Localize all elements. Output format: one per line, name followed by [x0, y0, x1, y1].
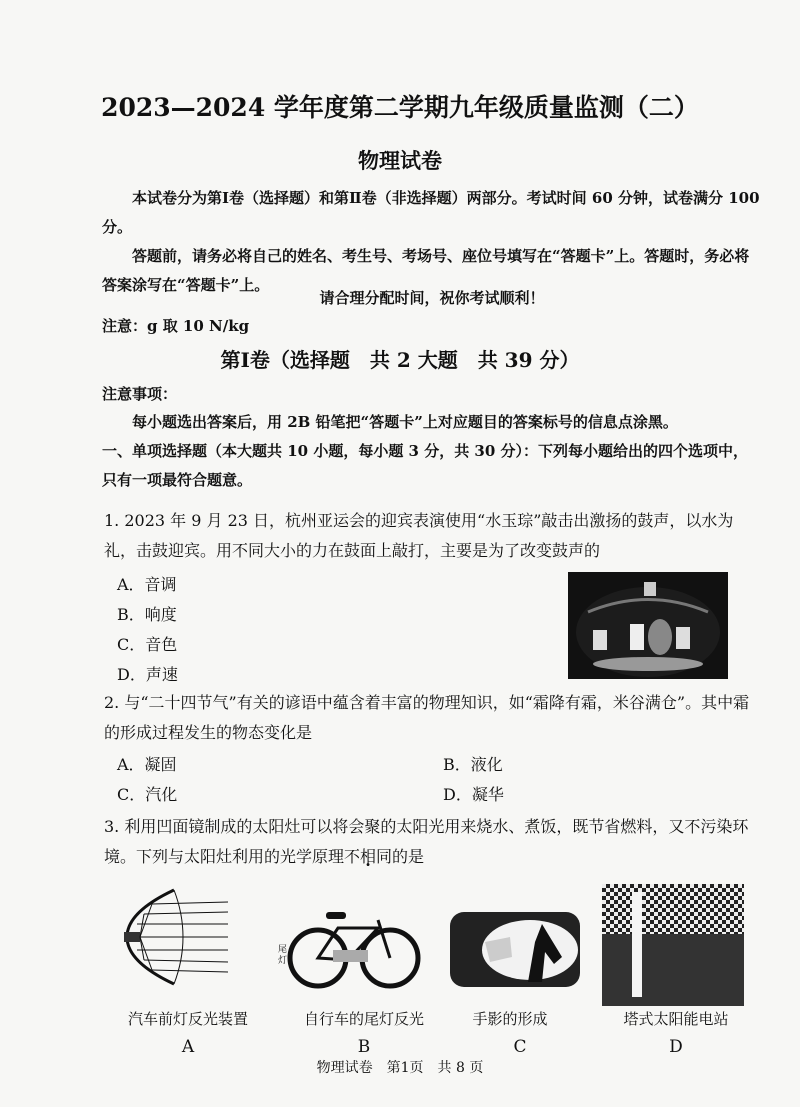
figure-d-letter: D — [669, 1037, 683, 1057]
figure-b-bicycle — [278, 900, 428, 995]
section-title: 第Ⅰ卷（选择题 共 2 大题 共 39 分） — [220, 348, 580, 372]
q3-stem-before: 3. 利用凹面镜制成的太阳灶可以将会聚的太阳光用来烧水、煮饭，既节省燃料，又不污染环境。下列与太阳灶利用的光学原理 — [104, 817, 749, 866]
question-3-stem — [104, 812, 764, 872]
figure-d-solar-tower — [602, 884, 744, 1006]
q1-option-b: B．响度 — [117, 605, 177, 624]
svg-text:灯: 灯 — [278, 956, 288, 966]
part-one-title: 一、单项选择题（本大题共 10 小题，每小题 3 分，共 30 分）：下列每小题给出的四个选项中，只有一项最符合题意。 — [102, 442, 749, 489]
question-1-stem: 1. 2023 年 9 月 23 日，杭州亚运会的迎宾表演使用“水玉琮”敲击出激扬的鼓声，以水为礼，击鼓迎宾。用不同大小的力在鼓面上敲打，主要是为了改变鼓声的 — [104, 511, 734, 560]
figure-a-letter: A — [181, 1037, 195, 1057]
notice-text: 每小题选出答案后，用 2B 铅笔把“答题卡”上对应题目的答案标号的信息点涂黑。 — [132, 413, 678, 431]
figure-a-caption: 汽车前灯反光装置 — [127, 1010, 248, 1028]
notice-label: 注意事项： — [102, 385, 178, 403]
figure-c-hand-shadow — [450, 912, 580, 987]
q1-drum-performance-image — [568, 572, 728, 679]
q3-stem-emphasis: 不相同 — [344, 847, 393, 866]
intro-wish: 请合理分配时间，祝你考试顺利！ — [319, 289, 545, 307]
figure-c-caption: 手影的形成 — [472, 1010, 548, 1028]
figure-b-caption: 自行车的尾灯反光 — [303, 1010, 424, 1028]
q2-option-d: D．凝华 — [443, 785, 504, 804]
q2-option-a: A．凝固 — [117, 755, 177, 774]
q2-option-b: B．液化 — [443, 755, 503, 774]
figure-a-headlight-reflector — [122, 882, 232, 992]
figure-d-caption: 塔式太阳能电站 — [623, 1010, 729, 1028]
page-footer: 物理试卷 第1页 共 8 页 — [316, 1060, 484, 1076]
figure-b-letter: B — [357, 1037, 371, 1057]
q1-option-c: C．音色 — [117, 635, 178, 654]
intro-paragraph-1: 本试卷分为第Ⅰ卷（选择题）和第Ⅱ卷（非选择题）两部分。考试时间 60 分钟，试卷满分 100 分。 — [102, 189, 760, 236]
figure-c-letter: C — [513, 1037, 527, 1057]
exam-subtitle: 物理试卷 — [358, 148, 442, 173]
q3-stem-after: 的是 — [392, 847, 425, 866]
q1-option-a: A．音调 — [117, 575, 177, 594]
question-2-stem: 2. 与“二十四节气”有关的谚语中蕴含着丰富的物理知识，如“霜降有霜，米谷满仓”。其中霜的形成过程发生的物态变化是 — [104, 693, 750, 742]
q2-option-c: C．汽化 — [117, 785, 178, 804]
exam-title: 2023—2024 学年度第二学期九年级质量监测（二） — [101, 93, 699, 122]
svg-text:尾: 尾 — [278, 945, 288, 955]
intro-paragraph-2: 答题前，请务必将自己的姓名、考生号、考场号、座位号填写在“答题卡”上。答题时，务必将答案涂写在“答题卡”上。 — [102, 247, 750, 294]
q1-option-d: D．声速 — [117, 665, 178, 684]
intro-note: 注意：g 取 10 N/kg — [102, 317, 250, 335]
